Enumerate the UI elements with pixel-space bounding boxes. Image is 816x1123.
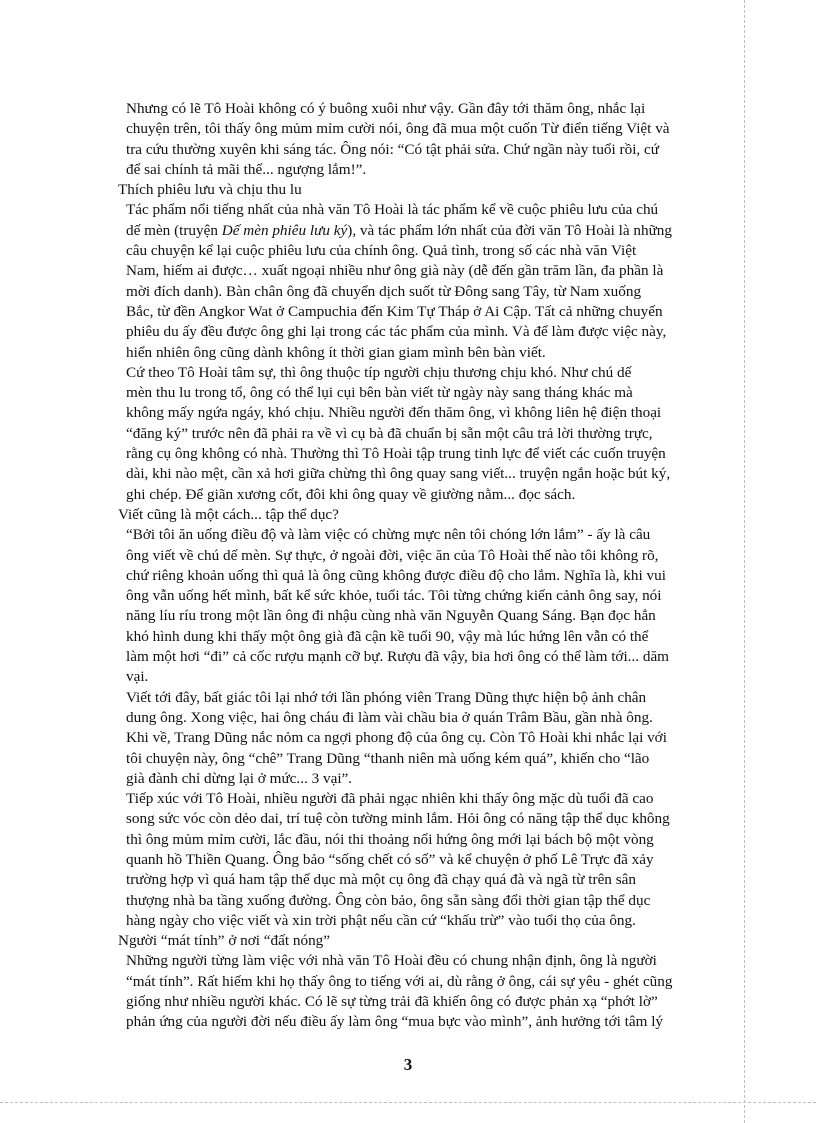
paragraph: [118, 789, 700, 931]
text-line: Tiếp xúc với Tô Hoài, nhiều người đã phải ngạc nhiên khi thấy ông mặc dù tuổi đã cao: [126, 790, 654, 808]
paragraph: [118, 951, 700, 1032]
text-line: Bắc, từ đền Angkor Wat ở Campuchia đến Kim Tự Tháp ở Ai Cập. Tất cả những chuyến: [126, 302, 663, 320]
text-line: ông vẫn uống hết mình, bất kể sức khỏe, tuổi tác. Tôi từng chứng kiến cảnh ông say, nói: [126, 587, 662, 605]
text-line: mèn thu lu trong tổ, ông có thể lụi cụi bên bàn viết từ ngày này sang tháng khác mà: [126, 384, 633, 402]
text-line: quanh hồ Thiền Quang. Ông bảo “sống chết có số” và kể chuyện ở phố Lê Trực đã xảy: [126, 850, 654, 868]
text-line: Những người từng làm việc với nhà văn Tô Hoài đều có chung nhận định, ông là người: [126, 952, 657, 970]
text-line: Khi về, Trang Dũng nắc nỏm ca ngợi phong độ của ông cụ. Còn Tô Hoài khi nhắc lại với: [126, 729, 667, 747]
text-line: Tác phẩm nổi tiếng nhất của nhà văn Tô Hoài là tác phẩm kể về cuộc phiêu lưu của chú: [126, 201, 659, 219]
text-line: Cứ theo Tô Hoài tâm sự, thì ông thuộc típ người chịu thương chịu khó. Như chú dế: [126, 363, 632, 381]
text-line: tra cứu thường xuyên khi sáng tác. Ông nói: “Có tật phải sửa. Chứ ngần này tuổi rồi, cứ: [126, 140, 659, 158]
text-line: năng líu ríu trong một lần ông đi nhậu cùng nhà văn Nguyễn Quang Sáng. Bạn đọc hẳn: [126, 607, 656, 625]
section-heading: [118, 180, 700, 200]
text-line: trường hợp vì quá ham tập thể dục mà một cụ ông đã chạy quá đà và ngã từ trên sân: [126, 871, 636, 889]
text-line: tôi chuyện này, ông “chê” Trang Dũng “thanh niên mà uống kém quá”, khiến cho “lão: [126, 749, 650, 767]
text-line: làm một hơi “đi” cả cốc rượu mạnh cỡ bự. Rượu đã vậy, bia hơi ông có thể làm tới... dăm: [126, 648, 669, 666]
paragraph: [118, 363, 700, 505]
text-line: để sai chính tả mãi thế... ngượng lắm!”.: [126, 160, 367, 178]
text-line: hàng ngày cho việc viết và xin trời phật nếu cần cứ “khấu trừ” vào tuổi thọ của ông.: [126, 911, 636, 929]
text-line: Người “mát tính” ở nơi “đất nóng”: [118, 932, 330, 950]
text-line: chuyện trên, tôi thấy ông mủm mỉm cười nói, ông đã mua một cuốn Từ điển tiếng Việt và: [126, 120, 670, 138]
paragraph: [118, 99, 700, 180]
paragraph: [118, 525, 700, 687]
text-line: rằng cụ ông không có nhà. Thường thì Tô Hoài tập trung tinh lực để viết các cuốn truyện: [126, 445, 666, 463]
text-line: Viết cũng là một cách... tập thể dục?: [118, 505, 339, 523]
margin-guide-horizontal: [0, 1102, 816, 1103]
text-line: chứ riêng khoản uống thì quả là ông cũng không được điều độ cho lắm. Nghĩa là, khi vui: [126, 566, 666, 584]
text-line: dế mèn (truyện Dế mèn phiêu lưu ký), và tác phẩm lớn nhất của đời văn Tô Hoài là những: [126, 221, 672, 239]
text-line: song sức vóc còn dẻo dai, trí tuệ còn tường minh lắm. Hỏi ông có năng tập thể dục không: [126, 810, 670, 828]
text-line: thì ông mủm mỉm cười, lắc đầu, nói thi thoảng nổi hứng ông mới lại bách bộ một vòng: [126, 830, 654, 848]
text-line: “đăng ký” trước nên đã phải ra về vì cụ bà đã chuẩn bị sẵn một câu trả lời thường trực,: [126, 424, 653, 442]
text-line: ghi chép. Để giãn xương cốt, đôi khi ông quay về giường nằm... đọc sách.: [126, 485, 576, 503]
section-heading: [118, 931, 700, 951]
margin-guide-vertical: [744, 0, 745, 1123]
text-line: Nam, hiếm ai được… xuất ngoại nhiều như ông già này (dễ đến gần trăm lần, đa phần là: [126, 262, 664, 280]
text-line: dài, khi nào mệt, cần xả hơi giữa chừng thì ông quay sang viết... truyện ngắn hoặc bút ký,: [126, 465, 671, 483]
text-line: già đành chỉ dừng lại ở mức... 3 vại”.: [126, 769, 353, 787]
text-line: giống như nhiều người khác. Có lẽ sự từng trải đã khiến ông có được phản xạ “phớt lờ”: [126, 993, 658, 1011]
text-line: hiển nhiên ông cũng dành không ít thời gian giam mình bên bàn viết.: [126, 343, 546, 361]
text-line: phiêu du ấy đều được ông ghi lại trong các tác phẩm của mình. Và để làm được việc này,: [126, 323, 667, 341]
text-line: phản ứng của người đời nếu điều ấy làm ông “mua bực vào mình”, ảnh hưởng tới tâm lý: [126, 1013, 664, 1031]
text-line: Thích phiêu lưu và chịu thu lu: [118, 181, 302, 199]
text-line: dung ông. Xong việc, hai ông cháu đi làm vài chầu bia ở quán Trâm Bầu, gần nhà ông.: [126, 708, 653, 726]
text-line: “Bởi tôi ăn uống điều độ và làm việc có chừng mực nên tôi chóng lớn lắm” - ấy là câu: [126, 526, 651, 544]
paragraph: [118, 688, 700, 789]
text-line: câu chuyện kể lại cuộc phiêu lưu của chính ông. Quả tình, trong số các nhà văn Việt: [126, 242, 637, 260]
text-line: Nhưng có lẽ Tô Hoài không có ý buông xuôi như vậy. Gần đây tới thăm ông, nhắc lại: [126, 100, 646, 117]
text-line: thượng nhà ba tầng xuống đường. Ông còn bảo, ông sẵn sàng đổi thời gian tập thể dục: [126, 891, 651, 909]
text-line: vại.: [126, 668, 149, 686]
paragraph: [118, 200, 700, 362]
text-line: không mấy ngứa ngáy, khó chịu. Nhiều người đến thăm ông, vì không liên hệ điện thoại: [126, 404, 662, 422]
body-text: [118, 99, 700, 1033]
text-line: khó hình dung khi thấy một ông già đã cận kề tuổi 90, vậy mà lúc hứng lên vẫn có thể: [126, 627, 649, 645]
page-number: 3: [403, 1055, 413, 1074]
text-line: Viết tới đây, bất giác tôi lại nhớ tới lần phóng viên Trang Dũng thực hiện bộ ảnh chân: [126, 688, 647, 706]
text-line: “mát tính”. Rất hiếm khi họ thấy ông to tiếng với ai, dù rằng ở ông, cái sự yêu - ghét cũng: [126, 972, 673, 990]
section-heading: [118, 505, 700, 525]
text-line: mời đích danh). Bàn chân ông đã chuyển dịch suốt từ Đông sang Tây, từ Nam xuống: [126, 282, 642, 300]
text-line: ông viết về chú dế mèn. Sự thực, ở ngoài đời, việc ăn của Tô Hoài thế nào tôi không rõ,: [126, 546, 659, 564]
